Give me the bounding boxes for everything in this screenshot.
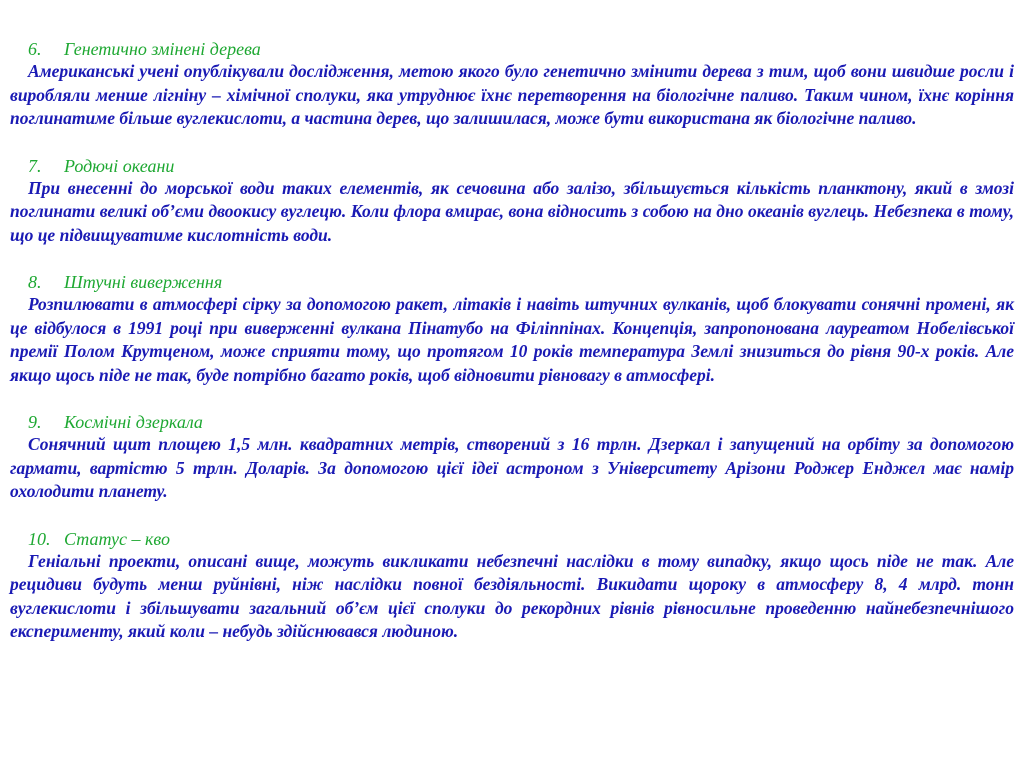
section-number: 8. bbox=[28, 272, 42, 292]
section-heading bbox=[10, 528, 1014, 550]
section-heading bbox=[10, 38, 1014, 60]
section-text: Розпилювати в атмосфері сірку за допомогою ракет, літаків і навіть штучних вулканів, щоб блокувати сонячні промені, як це відбулося в 1991 році при виверженні вулкана Пінатубо на Філіппінах. Концепція, запропонована лауреатом Нобелівської премії Полом Крутценом, може сприяти тому, що протягом 10 років температура Землі знизиться до рівня 90-х років. Але якщо щось піде не так, буде потрібно багато років, щоб відновити рівновагу в атмосфері. bbox=[10, 294, 1014, 385]
section-number: 6. bbox=[28, 39, 42, 59]
section-status-quo bbox=[10, 528, 1014, 644]
section-title: Космічні дзеркала bbox=[64, 412, 203, 432]
section-number: 9. bbox=[28, 412, 42, 432]
section-heading bbox=[10, 411, 1014, 433]
section-heading bbox=[10, 271, 1014, 293]
section-text: Геніальні проекти, описані вище, можуть викликати небезпечні наслідки в тому випадку, якщо щось піде не так. Але рецидиви будуть менш руйнівні, ніж наслідки повної бездіяльності. Викидати щороку в атмосферу 8, 4 млрд. тонн вуглекислоти і збільшувати загальний об’єм цієї сполуки до рекордних рівнів рівносильне проведенню найнебезпечнішого експерименту, який коли – небудь здійснювався людиною. bbox=[10, 550, 1014, 641]
section-title: Статус – кво bbox=[64, 528, 171, 549]
section-genetically-modified-trees bbox=[10, 38, 1014, 131]
slide-content bbox=[10, 38, 1014, 668]
section-number: 7. bbox=[28, 155, 42, 176]
section-title: Штучні виверження bbox=[64, 272, 223, 292]
section-fertile-oceans bbox=[10, 155, 1014, 248]
section-space-mirrors bbox=[10, 411, 1014, 504]
section-text: Американські учені опублікували дослідження, метою якого було генетично змінити дерева з тим, щоб вони швидше росли і виробляли менше лігніну – хімічної сполуки, яка утруднює їхнє перетворення на біологічне паливо. Таким чином, їхнє коріння поглинатиме більше вуглекислоти, а частина дерев, що залишилася, може бути використана як біологічне паливо. bbox=[10, 61, 1014, 128]
section-title: Родючі океани bbox=[64, 155, 175, 176]
section-heading bbox=[10, 155, 1014, 177]
section-text: Сонячний щит площею 1,5 млн. квадратних метрів, створений з 16 трлн. Дзеркал і запущений на орбіту за допомогою гармати, вартістю 5 трлн. Доларів. За допомогою цієї ідеї астроном з Університету Арізони Роджер Енджел має намір охолодити планету. bbox=[10, 434, 1014, 501]
section-title: Генетично змінені дерева bbox=[64, 39, 261, 59]
section-number: 10. bbox=[28, 528, 51, 549]
section-text: При внесенні до морської води таких елементів, як сечовина або залізо, збільшується кількість планктону, який в змозі поглинати великі об’єми двоокису вуглецю. Коли флора вмирає, вона відносить з собою на дно океанів вуглець. Небезпека в тому, що це підвищуватиме кислотність води. bbox=[10, 177, 1014, 245]
section-artificial-eruptions bbox=[10, 271, 1014, 387]
